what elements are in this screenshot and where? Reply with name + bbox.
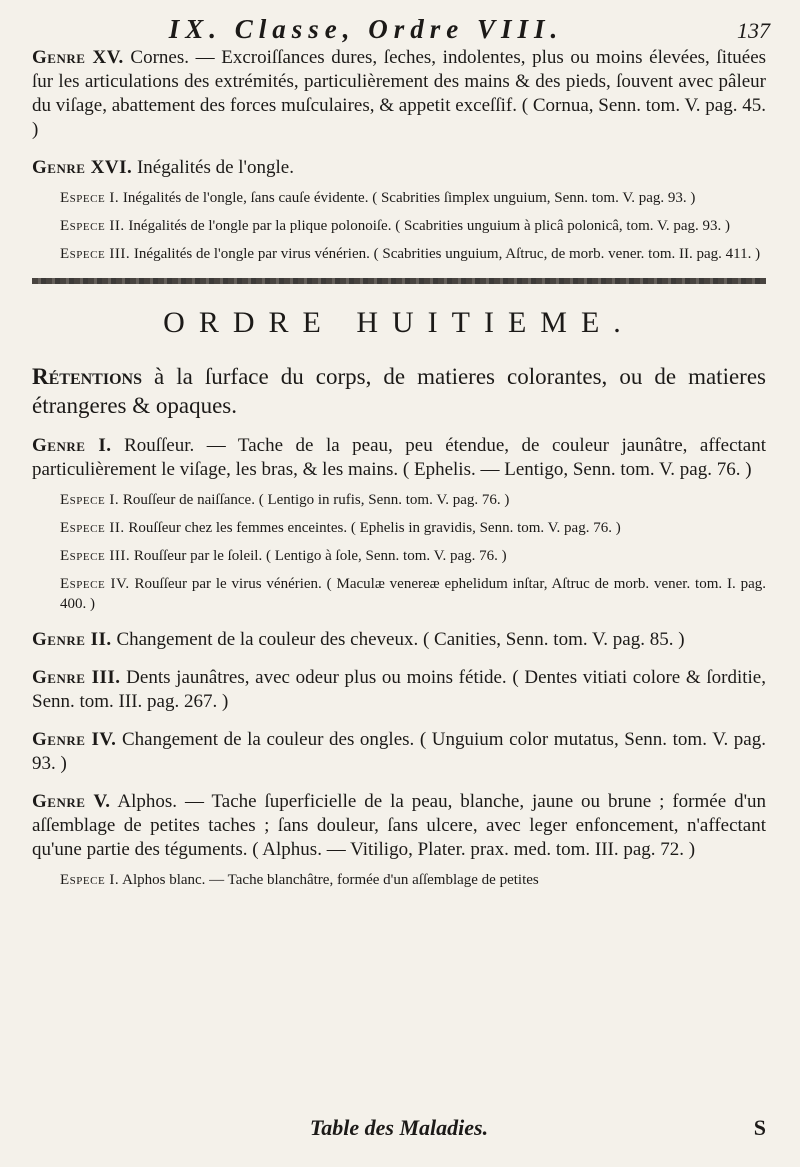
genre-label: Genre III. [32,667,121,688]
genre-label: Genre I. [32,435,112,456]
genre-paragraph [32,666,766,714]
espece-label: Espece II. [60,218,125,234]
genre-label: Genre XV. [32,47,124,68]
genre-label: Genre IV. [32,729,117,750]
espece-label: Espece IV. [60,576,130,592]
espece-text: Inégalités de l'ongle par virus vénérien. ( Scabrities unguium, Aſtruc, de morb. vener. tom. II. pag. 411. ) [133,246,761,262]
genre-paragraph [32,728,766,776]
genre-text: Inégalités de l'ongle. [136,157,294,178]
genre-xv-paragraph [32,46,766,142]
espece-text: Rouſſeur de naiſſance. ( Lentigo in rufis, Senn. tom. V. pag. 76. ) [122,492,510,508]
espece-text: Rouſſeur par le ſoleil. ( Lentigo à ſole, Senn. tom. V. pag. 76. ) [133,548,507,564]
espece-label: Espece I. [60,190,120,206]
order-intro-text: à la ſurface du corps, de matieres colorantes, ou de matieres étrangeres & opaques. [32,364,766,418]
espece-label: Espece II. [60,520,125,536]
espece-text: Rouſſeur par le virus vénérien. ( Maculæ venereæ ephelidum inſtar, Aſtruc de morb. vener. tom. I. pag. 400. ) [60,576,766,612]
espece-text: Alphos blanc. — Tache blanchâtre, formée d'un aſſemblage de petites [122,872,539,888]
page-number: 137 [737,18,770,43]
espece-paragraph [32,216,766,236]
espece-text: Inégalités de l'ongle par la plique polonoiſe. ( Scabrities unguium à plicâ polonicâ, tom. V. pag. 93. ) [128,218,731,234]
page-footer [32,1115,766,1143]
espece-paragraph [32,870,766,890]
espece-text: Inégalités de l'ongle, ſans cauſe évidente. ( Scabrities ſimplex unguium, Senn. tom. V. pag. 93. ) [122,190,696,206]
espece-paragraph [32,490,766,510]
order-intro [32,362,766,420]
genre-xvi-paragraph [32,156,766,180]
genre-text: Changement de la couleur des cheveux. ( Canities, Senn. tom. V. pag. 85. ) [116,629,685,650]
espece-paragraph [32,244,766,264]
genre-paragraph [32,434,766,482]
page-content [32,46,766,890]
espece-paragraph [32,188,766,208]
espece-paragraph [32,518,766,538]
genre-text: Dents jaunâtres, avec odeur plus ou moins fétide. ( Dentes vitiati colore & ſorditie, Senn. tom. III. pag. 267. ) [32,667,766,712]
genre-text: Alphos. — Tache ſuperficielle de la peau, blanche, jaune ou brune ; formée d'un aſſemblage de petites taches ; ſans douleur, ſans ulcere, avec leger enfoncement, n'affectant qu'une partie des téguments. ( Alphus. — Vitiligo, Plater. prax. med. tom. III. pag. 72. ) [32,791,767,860]
decorative-rule [32,278,766,284]
running-head: IX. Classe, Ordre VIII. [168,14,564,44]
catch-title: Table des Maladies. [309,1115,489,1140]
genre-label: Genre V. [32,791,111,812]
espece-label: Espece I. [60,872,120,888]
espece-label: Espece III. [60,246,131,262]
genre-label: Genre XVI. [32,157,133,178]
espece-text: Rouſſeur chez les femmes enceintes. ( Ephelis in gravidis, Senn. tom. V. pag. 76. ) [128,520,621,536]
espece-label: Espece III. [60,548,131,564]
order-title: ORDRE HUITIEME. [163,306,635,339]
espece-label: Espece I. [60,492,120,508]
espece-paragraph [32,574,766,614]
order-intro-label: Rétentions [32,364,142,389]
genre-text: Cornes. — Excroiſſances dures, ſeches, indolentes, plus ou moins élevées, ſituées ſur les articulations des extrémités, particulièrement des mains & des pieds, ſouvent avec pâleur du viſage, abattement des forces muſculaires, & appetit exceſſif. ( Cornua, Senn. tom. V. pag. 45. ) [32,47,767,140]
genre-label: Genre II. [32,629,112,650]
espece-paragraph [32,546,766,566]
genre-text: Rouſſeur. — Tache de la peau, peu étendue, de couleur jaunâtre, affectant particulièrement le viſage, les bras, & les mains. ( Ephelis. — Lentigo, Senn. tom. V. pag. 76. ) [32,435,767,480]
genre-paragraph [32,628,766,652]
page-header [32,14,770,48]
genre-text: Changement de la couleur des ongles. ( Unguium color mutatus, Senn. tom. V. pag. 93. ) [32,729,766,774]
genre-paragraph [32,790,766,862]
signature-mark: S [753,1115,766,1140]
